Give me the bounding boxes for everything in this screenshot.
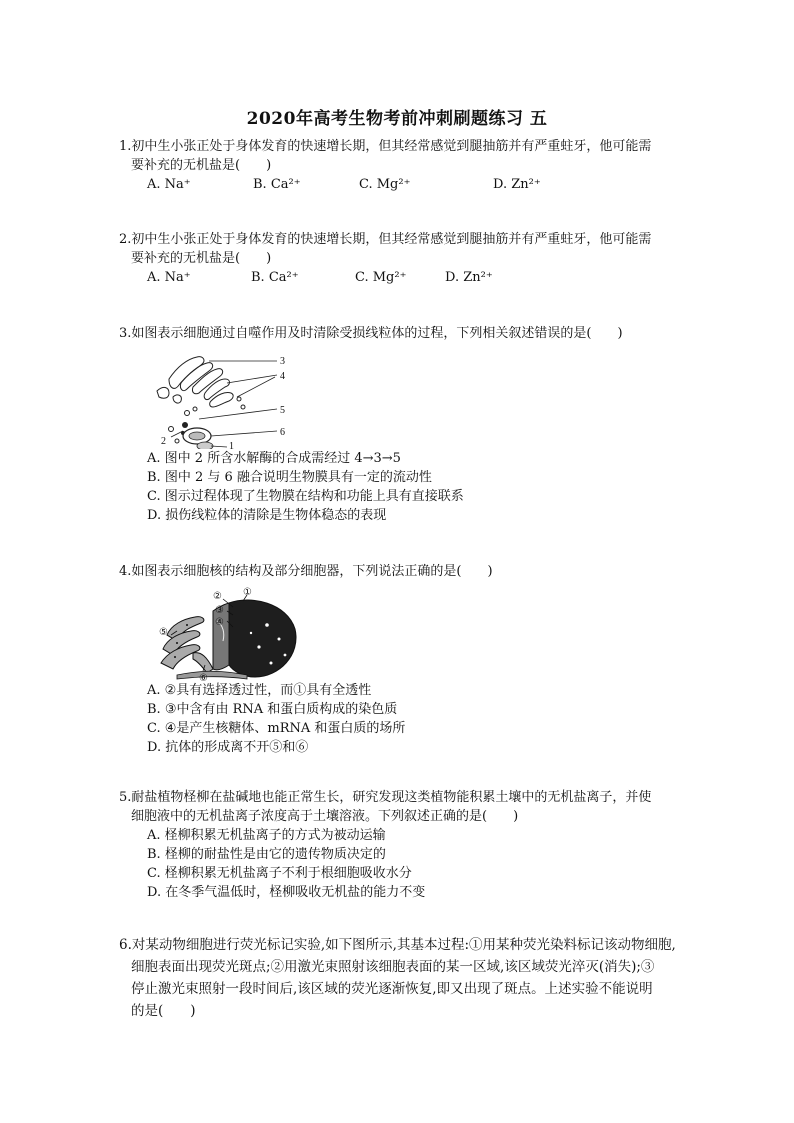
option-b[interactable]: B. ③中含有由 RNA 和蛋白质构成的染色质 <box>147 702 398 717</box>
question-stem-line: 如图表示细胞通过自噬作用及时清除受损线粒体的过程，下列相关叙述错误的是( ) <box>131 326 623 341</box>
question-stem <box>119 137 704 156</box>
option-d[interactable]: D. 抗体的形成离不开⑤和⑥ <box>147 740 309 755</box>
question-1 <box>119 137 704 194</box>
figure-label: 6 <box>280 427 285 438</box>
option-a[interactable]: A. 柽柳积累无机盐离子的方式为被动运输 <box>147 828 386 843</box>
question-number: 3. <box>119 326 132 341</box>
question-stem <box>119 934 704 956</box>
option-a[interactable]: A. 图中 2 所含水解酶的合成需经过 4→3→5 <box>147 451 401 466</box>
figure-label: 5 <box>280 405 285 416</box>
question-number: 1. <box>119 139 132 154</box>
question-3 <box>119 324 704 525</box>
question-stem-line-2: 要补充的无机盐是( ) <box>131 158 272 173</box>
question-stem-line-4: 的是( ) <box>131 1003 196 1019</box>
figure-label: 4 <box>280 371 285 382</box>
option-d[interactable]: D. 损伤线粒体的清除是生物体稳态的表现 <box>147 508 387 523</box>
figure-label: ③ <box>215 605 224 616</box>
figure-label: 3 <box>280 356 285 367</box>
option-b[interactable]: B. Ca²⁺ <box>253 177 301 192</box>
question-6 <box>119 934 704 1022</box>
nucleus-figure <box>147 585 307 681</box>
figure-label: ⑥ <box>199 673 208 681</box>
question-number: 6. <box>119 937 132 953</box>
question-stem-line-1: 对某动物细胞进行荧光标记实验,如下图所示,其基本过程:①用某种荧光染料标记该动物细胞, <box>131 937 676 953</box>
question-stem <box>119 562 704 581</box>
figure-label: ⑤ <box>159 627 168 638</box>
option-a[interactable]: A. ②具有选择透过性，而①具有全透性 <box>147 683 372 698</box>
question-5 <box>119 788 704 902</box>
question-stem <box>119 788 704 807</box>
option-c[interactable]: C. Mg²⁺ <box>359 177 411 192</box>
question-stem-line: 如图表示细胞核的结构及部分细胞器，下列说法正确的是( ) <box>131 564 493 579</box>
question-stem-line-1: 初中生小张正处于身体发育的快速增长期，但其经常感觉到腿抽筋并有严重蛀牙，他可能需 <box>131 232 652 247</box>
question-number: 4. <box>119 564 132 579</box>
question-number: 2. <box>119 232 132 247</box>
option-b[interactable]: B. 柽柳的耐盐性是由它的遗传物质决定的 <box>147 847 386 862</box>
autophagy-figure <box>147 349 297 449</box>
question-stem <box>119 324 704 343</box>
question-stem-line-2: 细胞液中的无机盐离子浓度高于土壤溶液。下列叙述正确的是( ) <box>131 809 519 824</box>
options-row <box>147 175 704 194</box>
question-4 <box>119 562 704 757</box>
figure-label: 2 <box>161 436 166 447</box>
question-2 <box>119 230 704 287</box>
option-c[interactable]: C. Mg²⁺ <box>355 270 407 285</box>
option-c[interactable]: C. ④是产生核糖体、mRNA 和蛋白质的场所 <box>147 721 406 736</box>
question-stem-line-3: 停止激光束照射一段时间后,该区域的荧光逐渐恢复,即又出现了斑点。上述实验不能说明 <box>131 981 653 997</box>
option-b[interactable]: B. Ca²⁺ <box>251 270 299 285</box>
figure-label: 1 <box>229 441 234 449</box>
question-number: 5. <box>119 790 132 805</box>
option-a[interactable]: A. Na⁺ <box>147 270 191 285</box>
question-stem <box>119 230 704 249</box>
options-row <box>147 268 704 287</box>
option-a[interactable]: A. Na⁺ <box>147 177 191 192</box>
option-d[interactable]: D. 在冬季气温低时，柽柳吸收无机盐的能力不变 <box>147 885 426 900</box>
figure-label: ① <box>243 587 252 598</box>
option-c[interactable]: C. 图示过程体现了生物膜在结构和功能上具有直接联系 <box>147 489 464 504</box>
figure-label: ④ <box>215 617 224 628</box>
question-stem-line-1: 初中生小张正处于身体发育的快速增长期，但其经常感觉到腿抽筋并有严重蛀牙，他可能需 <box>131 139 652 154</box>
option-c[interactable]: C. 柽柳积累无机盐离子不利于根细胞吸收水分 <box>147 866 412 881</box>
question-stem-line-2: 要补充的无机盐是( ) <box>131 251 272 266</box>
figure-label: ② <box>213 591 222 602</box>
option-b[interactable]: B. 图中 2 与 6 融合说明生物膜具有一定的流动性 <box>147 470 432 485</box>
question-stem-line-2: 细胞表面出现荧光斑点;②用激光束照射该细胞表面的某一区域,该区域荧光淬灭(消失);③ <box>131 959 655 975</box>
page-title: 2020年高考生物考前冲刺刷题练习 五 <box>246 109 548 129</box>
option-d[interactable]: D. Zn²⁺ <box>445 270 493 285</box>
question-stem-line-1: 耐盐植物柽柳在盐碱地也能正常生长，研究发现这类植物能积累土壤中的无机盐离子，并使 <box>131 790 652 805</box>
option-d[interactable]: D. Zn²⁺ <box>493 177 541 192</box>
